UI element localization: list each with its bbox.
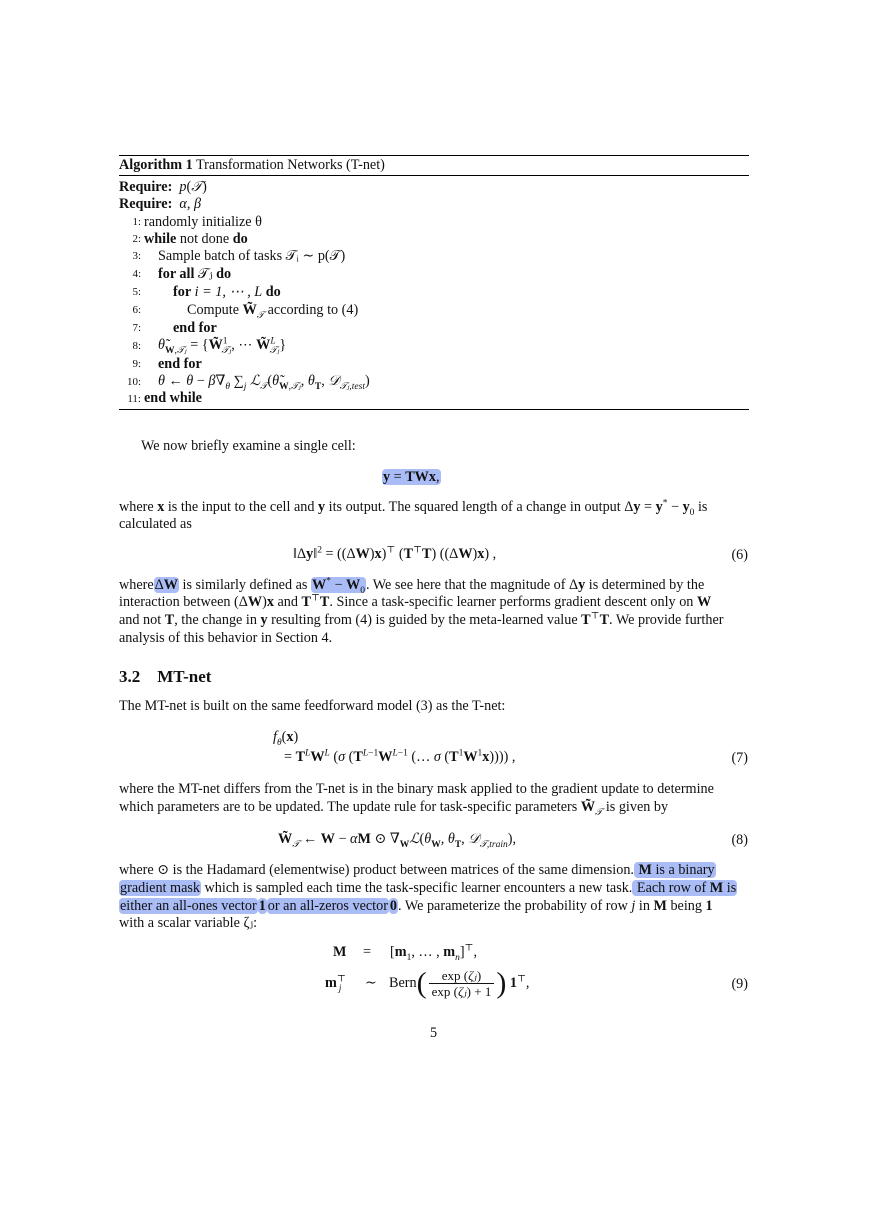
text: . We parameterize the probability of row <box>398 898 628 914</box>
algorithm-require-2: Require: α, β <box>119 196 202 212</box>
highlight-text: Each row of <box>636 880 707 896</box>
algorithm-caption-title: Transformation Networks (T-net) <box>196 157 385 173</box>
equation-9-bern: Bern( $\frac{\text{exp (ζⱼ)}}{\text{exp (ζⱼ) + 1}}$ ) 1⊤, <box>389 966 530 1000</box>
algorithm-require-1: Require: p(𝒯) <box>119 179 207 195</box>
fraction: $\frac{\text{exp (ζⱼ)}}{\text{exp (ζⱼ) + 1}}$ <box>429 968 495 999</box>
require-label: Require: <box>119 196 173 212</box>
equation-6-number: (6) <box>731 547 748 563</box>
equation-7-line1: $f_\theta(x)$ <box>273 729 299 748</box>
bern-label: Bern <box>389 975 417 991</box>
text: is given by <box>605 799 669 815</box>
keyword: for <box>173 284 192 300</box>
algo-line-10: θ ← $\theta - \beta\nabla_\theta$ $\sum_j$ $ℒ_𝒯(\thetã_{W,𝒯ⱼ}$, $\theta_T$, 𝒟$_{𝒯ⱼ,test}$) <box>158 373 370 392</box>
paragraph-mask-line2: which parameters are to be updated. The update rule for task-specific parameters $W̃_𝒯$ is given by <box>119 799 669 818</box>
paragraph-output-line1: where x is the input to the cell and y its output. The squared length of a change in output $\Delta y = y^* - y_0$ is <box>119 498 708 518</box>
algo-text: according to (4) <box>267 302 359 318</box>
equation-6: ‖Δy‖$^2$ = ((ΔW)x)⊤ (T⊤T) ((ΔW)x) , <box>293 545 497 562</box>
text: is <box>697 499 708 515</box>
paragraph-hadamard-line2: gradient mask which is sampled each time the task-specific learner encounters a new task. Each row of M is <box>120 880 737 896</box>
paragraph-hadamard-line4: with a scalar variable ζⱼ: <box>119 915 258 931</box>
text: is the input to the cell and <box>167 499 315 515</box>
text: in <box>638 898 650 914</box>
paragraph-output-line2: calculated as <box>119 516 192 532</box>
algo-line-8: $\thetã_{W,𝒯ⱼ}$ = {W̃$^1_{𝒯ⱼ}$, ⋯ W̃$^L_{𝒯ⱼ}$} <box>158 336 287 356</box>
algo-line-number: 9: <box>132 358 141 370</box>
text: where <box>119 499 154 515</box>
algo-line-6: Compute $W̃_𝒯$ according to (4) <box>187 302 359 321</box>
require-label: Require: <box>119 179 173 195</box>
algo-line-1: randomly initialize θ <box>144 214 262 230</box>
highlight-text: is <box>726 880 737 896</box>
equation-8: $W̃_𝒯$ ← W − αM ⊙ $\nabla_Wℒ(\theta_W$, $\theta_T$, 𝒟$_{𝒯,train}$), <box>278 831 516 850</box>
algo-text: Compute <box>187 302 240 318</box>
keyword: do <box>216 266 232 282</box>
text: . We see here that the magnitude of <box>365 577 566 593</box>
algo-line-number: 10: <box>126 376 141 388</box>
algo-line-number: 2: <box>132 233 141 245</box>
page-number: 5 <box>430 1025 438 1041</box>
equation-7-line2: = $T^LW^L$ (σ ($T^{L-1}W^{L-1}$ (… σ $(T^1W^1x)$))) , <box>284 748 516 765</box>
algo-line-number: 1: <box>132 216 141 228</box>
keyword: do <box>232 231 248 247</box>
keyword: do <box>265 284 281 300</box>
text: . We provide further <box>609 612 724 628</box>
text: where ⊙ is the Hadamard (elementwise) product between matrices of the same dimension. <box>119 862 634 878</box>
equation-cell: y = TWx, <box>383 469 440 485</box>
algo-line-number: 6: <box>132 304 141 316</box>
equation-9-number: (9) <box>731 976 748 992</box>
section-heading <box>119 667 211 687</box>
algo-line-5 <box>173 284 281 301</box>
algo-line-3: Sample batch of tasks 𝒯ᵢ ∼ p(𝒯) <box>158 248 346 264</box>
algo-line-4 <box>158 266 231 283</box>
text: , the change in <box>174 612 257 628</box>
algorithm-bottom-rule <box>119 409 749 410</box>
highlight-text: gradient mask <box>120 880 200 896</box>
keyword: for all <box>158 266 195 282</box>
algo-line-7: end for <box>173 320 217 336</box>
equation-9-sim: ∼ <box>365 975 377 991</box>
text: which is sampled each time the task-specific learner encounters a new task. <box>204 880 633 896</box>
highlight-text: either an all-ones vector <box>120 898 257 914</box>
text: is similarly defined as <box>182 577 308 593</box>
text: being <box>670 898 702 914</box>
algo-text: not done <box>179 231 230 247</box>
keyword: while <box>144 231 177 247</box>
algo-line-number: 4: <box>132 268 141 280</box>
algorithm-caption-label: Algorithm 1 <box>119 157 193 173</box>
algo-line-2 <box>144 231 248 248</box>
algo-line-9: end for <box>158 356 202 372</box>
text: is determined by the <box>588 577 705 593</box>
highlight-text: or an all-zeros vector <box>267 898 388 914</box>
algo-text: i = 1, ⋯ , L <box>194 284 263 300</box>
algorithm-top-rule <box>119 155 749 156</box>
paragraph-mtnet-intro: The MT-net is built on the same feedforward model (3) as the T-net: <box>119 698 506 714</box>
highlight-text: is a binary <box>655 862 715 878</box>
equation-7-number: (7) <box>731 750 748 766</box>
paragraph-analysis-line2: interaction between (ΔW)x and T⊤T. Since a task-specific learner performs gradient descent only on W <box>119 593 712 610</box>
paragraph-analysis-line1: whereΔW is similarly defined as $W^* - W_0$. We see here that the magnitude of Δy is determined by the <box>119 576 705 596</box>
algorithm-caption <box>119 157 385 174</box>
algo-line-number: 3: <box>132 250 141 262</box>
paragraph-intro: We now briefly examine a single cell: <box>141 438 356 454</box>
equation-8-number: (8) <box>731 832 748 848</box>
text: . Since a task-specific learner performs gradient descent only on <box>329 594 694 610</box>
equation-9-row2: $m^⊤_j$ <box>325 974 346 994</box>
algo-line-number: 5: <box>132 286 141 298</box>
algo-line-number: 7: <box>132 322 141 334</box>
text: its output. The squared length of a change in output <box>328 499 621 515</box>
paragraph-mask-line1: where the MT-net differs from the T-net is in the binary mask applied to the gradient update to determine <box>119 781 714 797</box>
algo-line-number: 11: <box>127 393 141 405</box>
text: interaction between <box>119 594 231 610</box>
text: and not <box>119 612 162 628</box>
paragraph-hadamard-line3: either an all-ones vector 1 or an all-zeros vector 0. We parameterize the probability of row j in M being 1 <box>120 898 713 914</box>
algo-line-11: end while <box>144 390 202 406</box>
paragraph-hadamard-line1: where ⊙ is the Hadamard (elementwise) product between matrices of the same dimension. M is a binary <box>119 862 715 878</box>
text: where <box>119 577 154 593</box>
algo-line-number: 8: <box>132 340 141 352</box>
algo-text: 𝒯ⱼ <box>197 266 213 282</box>
paragraph-analysis-line4: analysis of this behavior in Section 4. <box>119 630 333 646</box>
paragraph-analysis-line3: and not T, the change in y resulting from (4) is guided by the meta-learned value T⊤T. We provide further <box>119 611 724 628</box>
text: which parameters are to be updated. The update rule for task-specific parameters <box>119 799 578 815</box>
text: resulting from (4) is guided by the meta-learned value <box>271 612 578 628</box>
equation-9-row1: M = [$m_1$, … , $m_n]^⊤$, <box>333 943 478 963</box>
algorithm-caption-rule <box>119 175 749 176</box>
text: and <box>277 594 298 610</box>
section-number: 3.2 <box>119 667 141 686</box>
section-title: MT-net <box>157 667 212 686</box>
